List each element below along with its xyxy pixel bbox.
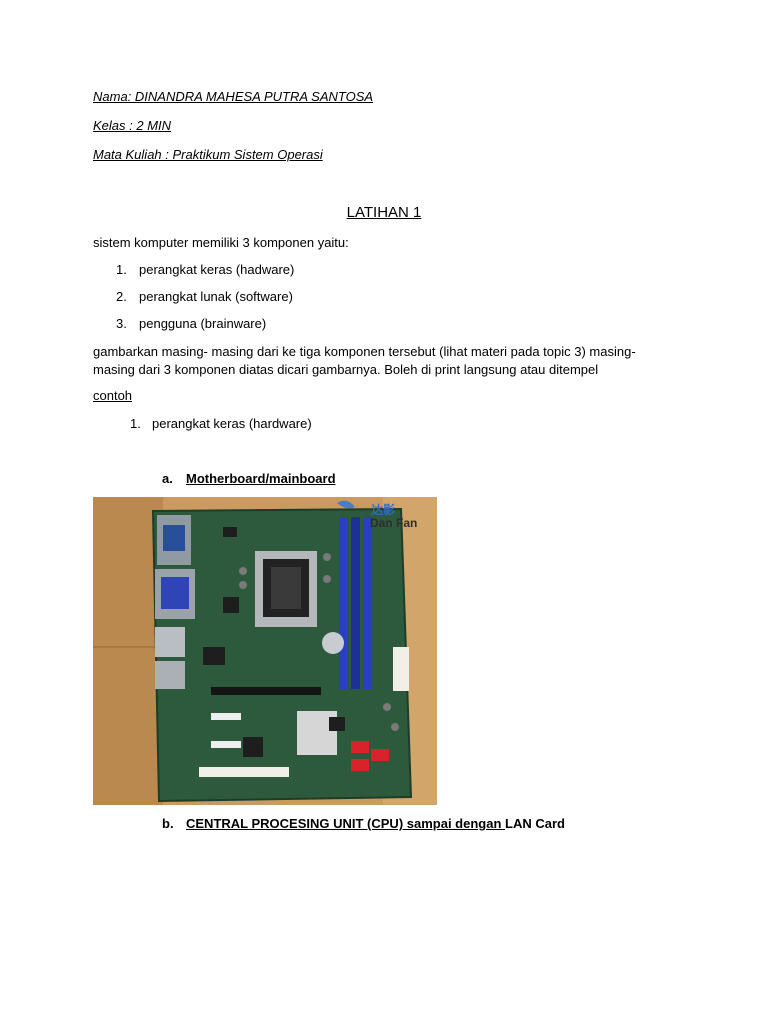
- instruction-line-2: masing dari 3 komponen diatas dicari gambarnya. Boleh di print langsung atau ditempel: [93, 362, 599, 377]
- item-b-label-underlined: CENTRAL PROCESING UNIT (CPU) sampai dengan: [186, 816, 506, 831]
- student-name: Nama: DINANDRA MAHESA PUTRA SANTOSA: [93, 89, 374, 104]
- watermark-logo-cn: 达影: [371, 503, 396, 517]
- watermark-logo-en: Dan Fan: [370, 516, 418, 530]
- list-item-number: 3.: [116, 316, 127, 331]
- item-a-label: Motherboard/mainboard: [186, 471, 336, 486]
- list-item: perangkat keras (hadware): [139, 262, 295, 277]
- student-class: Kelas : 2 MIN: [93, 118, 172, 133]
- item-a-letter: a.: [162, 471, 173, 486]
- page-title: LATIHAN 1: [346, 204, 422, 221]
- example-label: perangkat keras (hardware): [152, 416, 312, 431]
- list-item-number: 2.: [116, 289, 127, 304]
- motherboard-photo: [93, 497, 437, 805]
- item-b-label: [186, 816, 565, 832]
- list-item: perangkat lunak (software): [139, 289, 293, 304]
- list-item: pengguna (brainware): [139, 316, 267, 331]
- item-b-label-rest: LAN Card: [505, 816, 565, 831]
- instruction-line-1: gambarkan masing- masing dari ke tiga komponen tersebut (lihat materi pada topic 3) masing-: [93, 344, 636, 359]
- course-name: Mata Kuliah : Praktikum Sistem Operasi: [93, 147, 323, 162]
- example-number: 1.: [130, 416, 141, 431]
- intro-text: sistem komputer memiliki 3 komponen yaitu:: [93, 235, 349, 250]
- item-b-letter: b.: [162, 816, 174, 831]
- list-item-number: 1.: [116, 262, 127, 277]
- contoh-label: contoh: [93, 388, 133, 403]
